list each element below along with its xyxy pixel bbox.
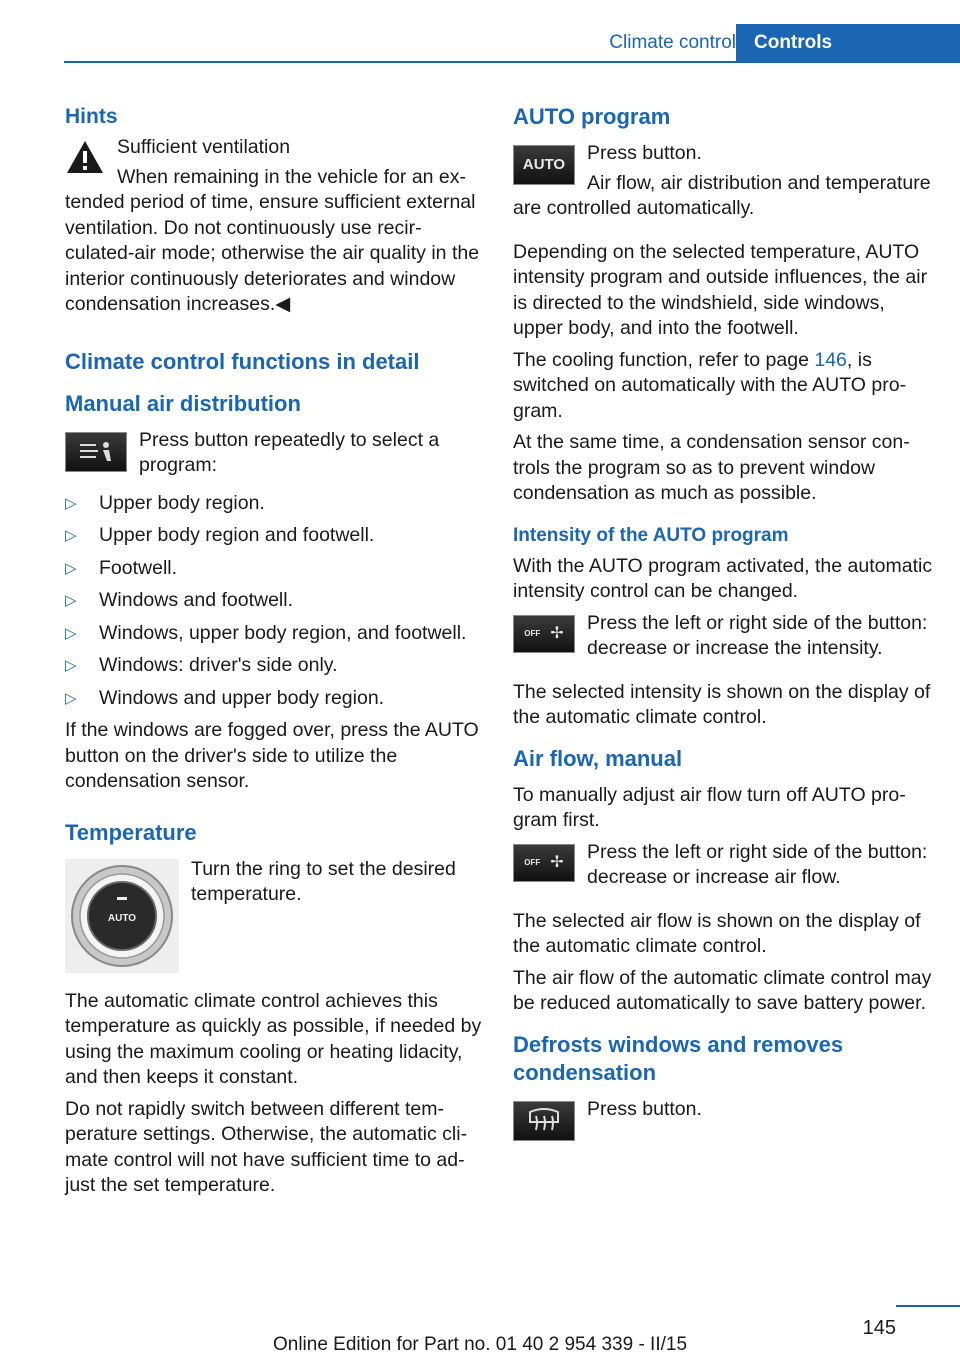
airflow-press-text: Press the left or right side of the button: decrease or increase air flow. <box>587 840 928 888</box>
distribution-program-list <box>65 491 483 712</box>
bullet-triangle-icon: ▷ <box>65 624 77 642</box>
page-146-link[interactable]: 146 <box>814 348 847 371</box>
right-column <box>513 103 933 1145</box>
intensity-press-text: Press the left or right side of the button: decrease or increase the intensity. <box>587 611 928 659</box>
temperature-paragraph-2: Do not rapidly switch between different temperature settings. Otherwise, the automatic climate control will not have sufficient time to adjust the set temperature. <box>65 1097 468 1196</box>
airflow-button-image <box>513 844 575 882</box>
page-number: 145 <box>862 1317 896 1339</box>
intensity-title: Intensity of the AUTO program <box>513 524 789 546</box>
bullet-triangle-icon: ▷ <box>65 559 77 577</box>
intensity-button-image <box>513 615 575 653</box>
off-label: OFF <box>524 628 541 638</box>
manual-distribution-text: Press button repeatedly to select a program: <box>139 428 440 476</box>
page-header <box>0 24 960 62</box>
auto-program-title: AUTO program <box>513 104 671 129</box>
ring-auto-label: AUTO <box>107 912 137 924</box>
bullet-triangle-icon: ▷ <box>65 592 77 609</box>
defrost-block <box>513 1097 933 1145</box>
manual-distribution-block <box>65 428 483 485</box>
footer-rule <box>896 1305 960 1307</box>
bullet-triangle-icon: ▷ <box>65 527 77 544</box>
list-item: ▷ Footwell. <box>65 556 483 582</box>
manual-distribution-title: Manual air distribution <box>65 390 301 416</box>
auto-button-label: AUTO <box>522 156 566 174</box>
list-item: ▷ Windows: driver's side only. <box>65 653 483 679</box>
header-tab-controls[interactable]: Controls <box>736 24 960 62</box>
left-column <box>65 103 483 1205</box>
airflow-title: Air flow, manual <box>513 745 683 771</box>
list-item: ▷ Upper body region and footwell. <box>65 523 483 549</box>
fan-icon: ✢ <box>550 853 564 871</box>
header-rule <box>64 61 960 63</box>
functions-title: Climate control functions in detail <box>65 348 420 374</box>
auto-desc-text: Air flow, air distribution and temperature are controlled automatically. <box>513 171 931 219</box>
auto-paragraph-2: The cooling function, refer to page 146, is switched on automatically with the AUTO program. <box>513 348 907 422</box>
temperature-ring-image <box>65 859 179 973</box>
fan-icon: ✢ <box>550 624 564 642</box>
temperature-title: Temperature <box>65 819 197 845</box>
intensity-paragraph-1: With the AUTO program activated, the automatic intensity control can be changed. <box>513 554 933 602</box>
header-section: Climate control <box>609 32 736 53</box>
hint-block <box>65 135 483 324</box>
intensity-paragraph-2: The selected intensity is shown on the display of the automatic climate control. <box>513 680 931 728</box>
hint-body: When remaining in the vehicle for an extended period of time, ensure sufficient external ventilation. Do not continuously use recirculated-air mode; otherwise the air quality in the interior continuously deteriorates and window condensation increases.◀ <box>65 165 480 315</box>
hints-title: Hints <box>65 105 118 128</box>
temperature-text: Turn the ring to set the desired temperature. <box>191 857 456 905</box>
list-item: ▷ Windows and footwell. <box>65 588 483 614</box>
auto-paragraph-3: At the same time, a condensation sensor controls the program so as to prevent window condensation as much as possible. <box>513 431 910 504</box>
airflow-paragraph-2: The selected air flow is shown on the display of the automatic climate control. <box>513 909 921 957</box>
airflow-block <box>513 840 933 897</box>
bullet-triangle-icon: ▷ <box>65 494 77 512</box>
bullet-triangle-icon: ▷ <box>65 657 77 674</box>
auto-button-image <box>513 145 575 185</box>
list-item: ▷ Upper body region. <box>65 491 483 517</box>
auto-paragraph-1: Depending on the selected temperature, AUTO intensity program and outside influences, the air is directed to the windshield, side windows, upper body, and into the footwell. <box>513 240 928 339</box>
auto-press-text: Press button. <box>587 142 702 164</box>
list-item: ▷ Windows and upper body region. <box>65 686 483 712</box>
intensity-block <box>513 611 933 668</box>
fogged-text: If the windows are fogged over, press the AUTO button on the driver's side to utilize the condensation sensor. <box>65 719 479 792</box>
defrost-press-text: Press button. <box>587 1097 702 1120</box>
warning-icon <box>65 139 105 175</box>
defrost-title: Defrosts windows and removes condensation <box>513 1031 844 1085</box>
defrost-button-image <box>513 1101 575 1141</box>
temperature-paragraph-1: The automatic climate control achieves this temperature as quickly as possible, if needed by using the maximum cooling or heating lidacity, and then keeps it constant. <box>65 989 482 1088</box>
off-label: OFF <box>524 857 541 867</box>
defrost-icon <box>526 1108 562 1134</box>
hint-heading: Sufficient ventilation <box>117 136 291 158</box>
air-distribution-button-image <box>65 432 127 472</box>
air-distribution-icon <box>76 439 116 465</box>
temperature-block <box>65 857 483 979</box>
auto-program-block <box>513 141 933 228</box>
airflow-paragraph-1: To manually adjust air flow turn off AUTO program first. <box>513 783 906 831</box>
airflow-paragraph-3: The air flow of the automatic climate control may be reduced automatically to save battery power. <box>513 966 932 1014</box>
bullet-triangle-icon: ▷ <box>65 689 77 707</box>
online-edition: Online Edition for Part no. 01 40 2 954 339 - II/15 <box>272 1334 688 1355</box>
list-item: ▷ Windows, upper body region, and footwell. <box>65 621 483 647</box>
